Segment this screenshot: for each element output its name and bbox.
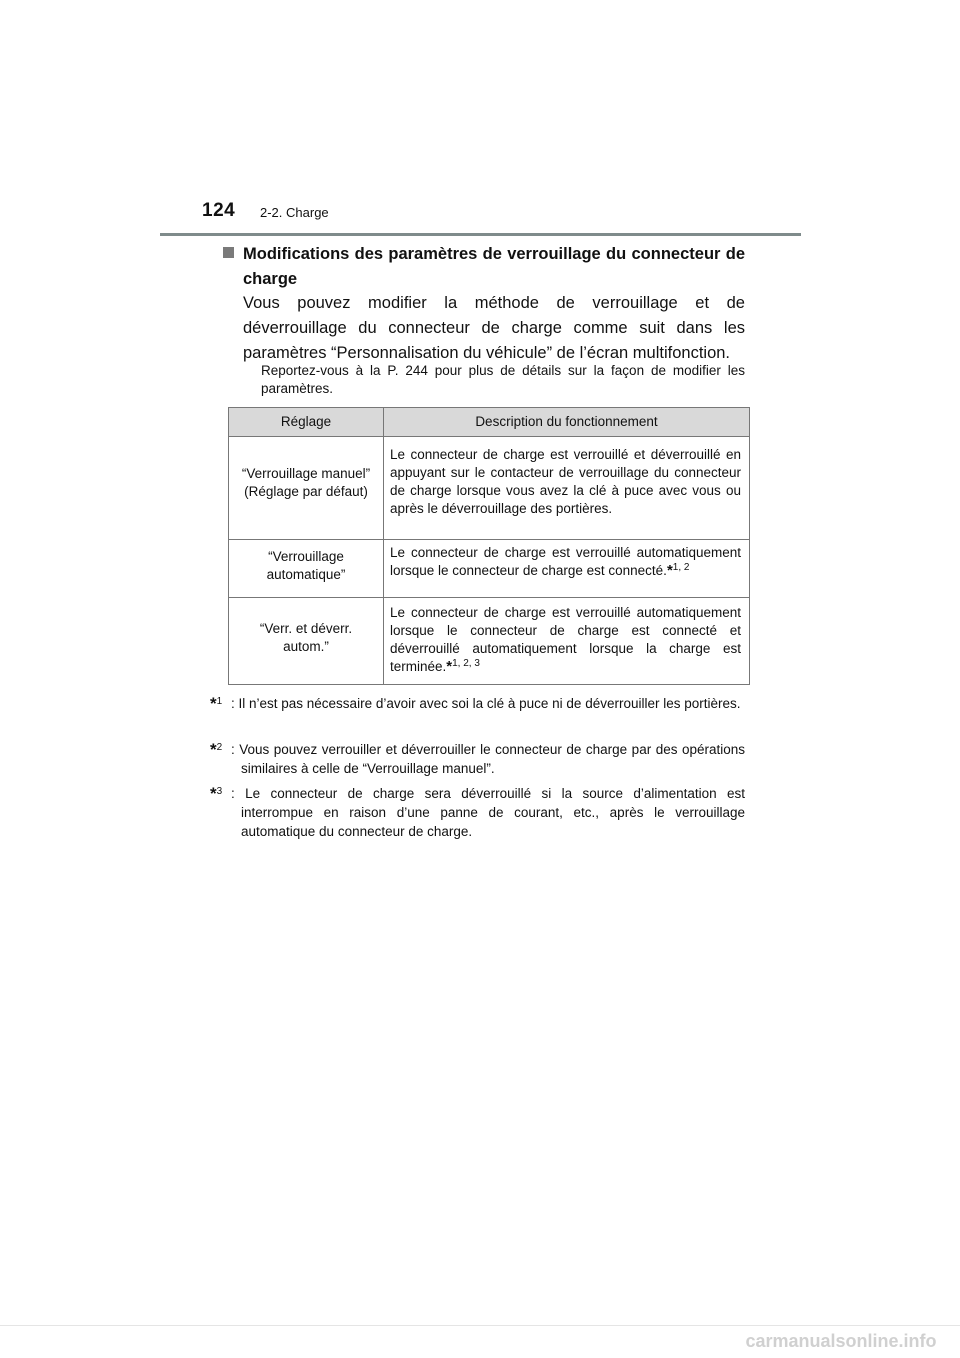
description-cell	[384, 540, 750, 598]
setting-name: “Verr. et déverr.	[259, 621, 353, 636]
setting-name: “Verrouillage	[268, 549, 344, 564]
setting-cell	[229, 437, 384, 540]
footnote-asterisk-icon: *	[666, 562, 673, 579]
footnote-text: : Il n’est pas nécessaire d’avoir avec soi la clé à puce ni de déverrouiller les portières.	[231, 696, 741, 711]
description-cell	[384, 437, 750, 540]
setting-name-detail: (Réglage par défaut)	[244, 484, 368, 499]
setting-name-detail: autom.”	[283, 639, 329, 654]
footnote-text: : Le connecteur de charge sera déverrouillé si la source d’alimentation est interrompue en raison d’une panne de courant, etc., après le verrouillage automatique du connecteur de charge.	[231, 786, 745, 839]
footnote-asterisk-icon: *	[446, 658, 453, 675]
footnote-asterisk-icon: *	[210, 740, 217, 759]
footnote-2	[210, 740, 745, 778]
table-row	[229, 437, 750, 540]
footnote-asterisk-icon: *	[210, 784, 217, 803]
footnote-marker: 1	[216, 696, 223, 707]
setting-name: “Verrouillage manuel”	[241, 466, 371, 481]
setting-name-detail: automatique”	[266, 567, 346, 582]
footnote-3	[210, 784, 745, 841]
setting-cell	[229, 540, 384, 598]
subheading-text: Modifications des paramètres de verrouillage du connecteur de charge	[243, 245, 745, 288]
footnote-marker: 3	[216, 786, 223, 797]
table-row	[229, 598, 750, 685]
reference-note: Reportez-vous à la P. 244 pour plus de détails sur la façon de modifier les paramètres.	[261, 363, 745, 396]
settings-table	[228, 407, 750, 685]
description-text: Le connecteur de charge est verrouillé automatiquement lorsque le connecteur de charge est connecté.	[390, 545, 741, 578]
footnote-refs: 1, 2	[672, 562, 690, 573]
footnote-text: : Vous pouvez verrouiller et déverrouiller le connecteur de charge par des opérations similaires à celle de “Verrouillage manuel”.	[231, 742, 745, 776]
watermark: carmanualsonline.info	[745, 1331, 937, 1351]
section-title: 2-2. Charge	[260, 205, 329, 220]
page-number: 124	[202, 200, 236, 221]
square-bullet-icon	[223, 247, 234, 258]
setting-cell	[229, 598, 384, 685]
column-header-setting: Réglage	[229, 408, 384, 437]
footnote-asterisk-icon: *	[210, 694, 217, 713]
intro-paragraph: Vous pouvez modifier la méthode de verrouillage et de déverrouillage du connecteur de charge comme suit dans les paramètres “Personnalisation du véhicule” de l’écran multifonction.	[243, 294, 745, 362]
description-text: Le connecteur de charge est verrouillé et déverrouillé en appuyant sur le contacteur de verrouillage du connecteur de charge lorsque vous avez la clé à puce avec vous ou après le déverrouillage des portières.	[390, 447, 741, 516]
footnote-refs: 1, 2, 3	[452, 658, 480, 669]
footnote-1	[210, 694, 745, 713]
column-header-description: Description du fonctionnement	[384, 408, 750, 437]
footnote-marker: 2	[216, 742, 223, 753]
header-divider	[160, 233, 801, 236]
description-text: Le connecteur de charge est verrouillé automatiquement lorsque le connecteur de charge est connecté et déverrouillé automatiquement lorsque la charge est terminée.	[390, 605, 741, 674]
table-header-row	[229, 408, 750, 437]
table-row	[229, 540, 750, 598]
subheading	[223, 242, 745, 292]
description-cell	[384, 598, 750, 685]
